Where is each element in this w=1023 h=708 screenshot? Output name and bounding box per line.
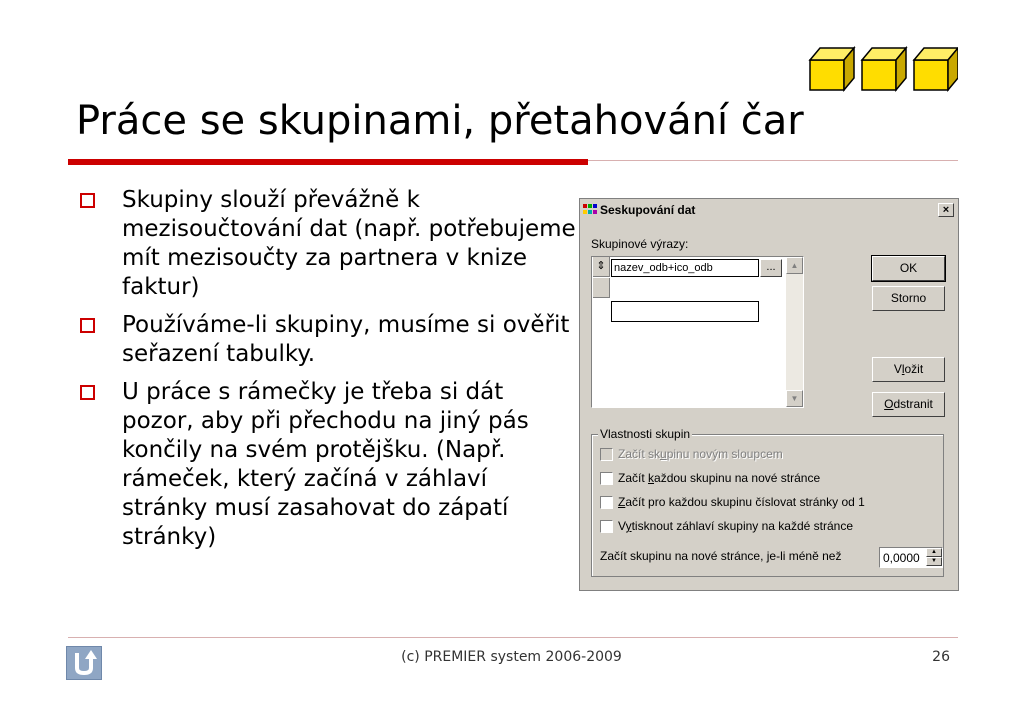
close-button[interactable] [938,203,954,217]
expressions-label: Skupinové výrazy: [591,237,689,251]
btn-text: dstranit [893,397,933,411]
square-bullet-icon [80,193,95,208]
threshold-value: 0,0000 [883,551,920,565]
browse-button[interactable]: ... [760,259,782,277]
threshold-spinner[interactable] [879,547,943,568]
t: V [618,519,626,533]
t: Začít [618,471,649,485]
grouping-dialog [579,198,959,591]
checkbox[interactable] [600,496,613,509]
checkbox [600,448,613,461]
square-bullet-icon [80,385,95,400]
option-label [618,495,865,509]
dialog-title: Seskupování dat [600,203,696,217]
accesskey: k [648,471,655,485]
option-label [618,471,820,485]
threshold-label: Začít skupinu na nové stránce, je-li méně než [600,549,842,563]
cube-icon [914,48,958,90]
accesskey: O [884,397,894,411]
bullet-text: U práce s rámečky je třeba si dát pozor, aby při přechodu na jiný pás končily na svém protějšku. (Např. rámeček, který začíná v záhlaví stránky musí zasahovat do zápatí stránky) [122,379,529,550]
t: Začít sk [618,447,661,461]
btn-text: ožit [904,362,924,376]
scroll-down-icon[interactable]: ▼ [786,390,803,407]
footer-divider [68,637,958,638]
bullet-list [76,186,576,561]
accesskey: u [660,447,667,461]
page-number: 26 [932,649,950,665]
cube-icon [862,48,906,90]
spin-up-icon[interactable]: ▲ [926,548,942,557]
app-icon [583,204,597,216]
row-handle[interactable] [593,278,610,298]
bullet-item [76,186,576,302]
close-icon: × [942,204,950,216]
updown-arrow-icon: ⇕ [596,260,606,272]
bullet-text: Používáme-li skupiny, musíme si ověřit seřazení tabulky. [122,312,570,367]
accesskey: y [625,519,632,533]
footer-copyright: (c) PREMIER system 2006-2009 [401,649,622,665]
title-accent-bar [68,159,588,165]
expressions-list[interactable] [591,256,804,408]
t: tisknout záhlaví skupiny na každé stránce [631,519,854,533]
dialog-titlebar[interactable] [580,199,958,221]
t: pinu novým sloupcem [666,447,783,461]
accesskey: Z [618,495,626,509]
slide-title: Práce se skupinami, přetahování čar [76,98,804,144]
bullet-item [76,378,576,552]
scroll-up-icon[interactable]: ▲ [786,257,803,274]
row-handle[interactable] [593,257,610,277]
bullet-text: Skupiny slouží převážně k mezisoučtování dat (např. potřebujeme mít mezisoučty za partnera v knize faktur) [122,187,576,300]
expression-input[interactable] [611,259,759,277]
remove-button[interactable] [872,392,945,417]
t: aždou skupinu na nové stránce [654,471,821,485]
cube-icon [810,48,854,90]
bullet-item [76,311,576,369]
cubes-logo-icon [806,44,958,92]
btn-text: V [893,362,902,376]
checkbox[interactable] [600,520,613,533]
t: ačít pro každou skupinu číslovat stránky od 1 [625,495,865,509]
accesskey: l [901,362,905,376]
option-label [618,447,783,461]
insert-button[interactable] [872,357,945,382]
option-label [618,519,853,533]
group-properties-legend: Vlastnosti skupin [600,427,691,441]
checkbox[interactable] [600,472,613,485]
expression-new-input[interactable] [611,301,759,322]
square-bullet-icon [80,318,95,333]
group-properties [591,427,944,577]
cancel-button[interactable]: Storno [872,286,945,311]
ok-button[interactable]: OK [872,256,945,281]
vertical-scrollbar[interactable] [786,257,803,407]
expression-value: nazev_odb+ico_odb [614,262,713,274]
spin-down-icon[interactable]: ▼ [926,557,942,566]
